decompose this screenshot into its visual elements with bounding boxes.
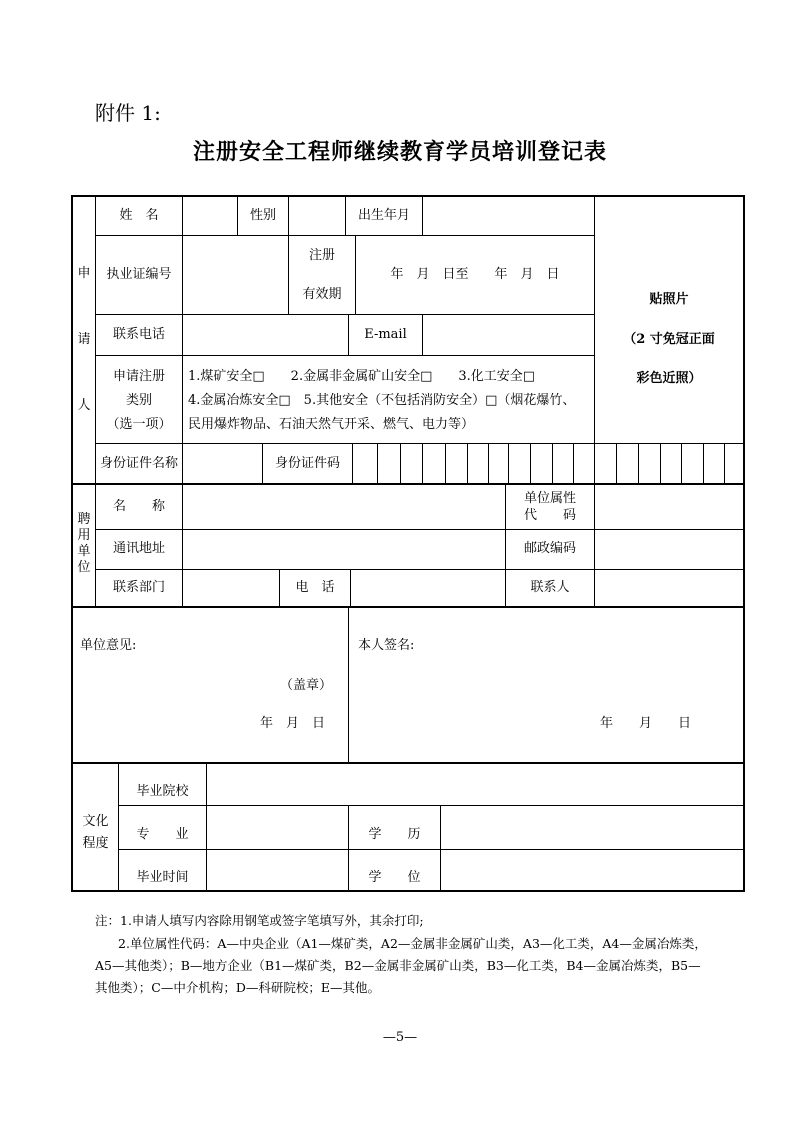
major-label: 专 业 [136, 827, 189, 842]
attr-code-label-2: 代 码 [523, 508, 576, 523]
id-name-label: 身份证件名称 [99, 456, 178, 471]
unit-opinion-label: 单位意见: [80, 638, 137, 653]
postcode-label: 邮政编码 [523, 541, 576, 556]
email-label: E-mail [364, 327, 407, 342]
unit-date: 年 月 日 [260, 716, 326, 731]
school-label: 毕业院校 [136, 784, 189, 799]
reg-valid-label-1: 注册 [308, 248, 335, 263]
phone-label: 联系电话 [112, 327, 165, 342]
seal-label: （盖章） [280, 678, 333, 693]
reg-valid-value: 年 月 日至 年 月 日 [390, 267, 560, 282]
dept-label: 联系部门 [112, 580, 165, 595]
id-code-label: 身份证件码 [274, 456, 340, 471]
degree-edu-label: 学 历 [368, 827, 421, 842]
name-label: 姓 名 [119, 208, 159, 223]
address-label: 通讯地址 [112, 541, 165, 556]
attr-code-label-1: 单位属性 [523, 491, 576, 506]
gender-label: 性别 [249, 208, 276, 223]
reg-valid-label-2: 有效期 [302, 287, 342, 302]
tel-label: 电 话 [295, 580, 335, 595]
contact-label: 联系人 [530, 580, 570, 595]
education-section-label: 文化 程度 [82, 814, 109, 851]
cert-no-label: 执业证编号 [106, 267, 172, 282]
attachment-label: 附件 1: [95, 101, 161, 125]
employer-section-label: 聘 用 单 位 [77, 512, 91, 575]
sign-date: 年 月 日 [600, 716, 692, 731]
page-number: —5— [382, 1030, 418, 1045]
applicant-section-label: 申 请 人 [77, 266, 91, 413]
grad-time-label: 毕业时间 [136, 870, 189, 885]
form-title: 注册安全工程师继续教育学员培训登记表 [192, 140, 607, 165]
employer-name-label: 名 称 [112, 499, 165, 514]
degree-label: 学 位 [368, 870, 421, 885]
signature-label: 本人签名: [358, 638, 415, 653]
birth-label: 出生年月 [357, 208, 410, 223]
